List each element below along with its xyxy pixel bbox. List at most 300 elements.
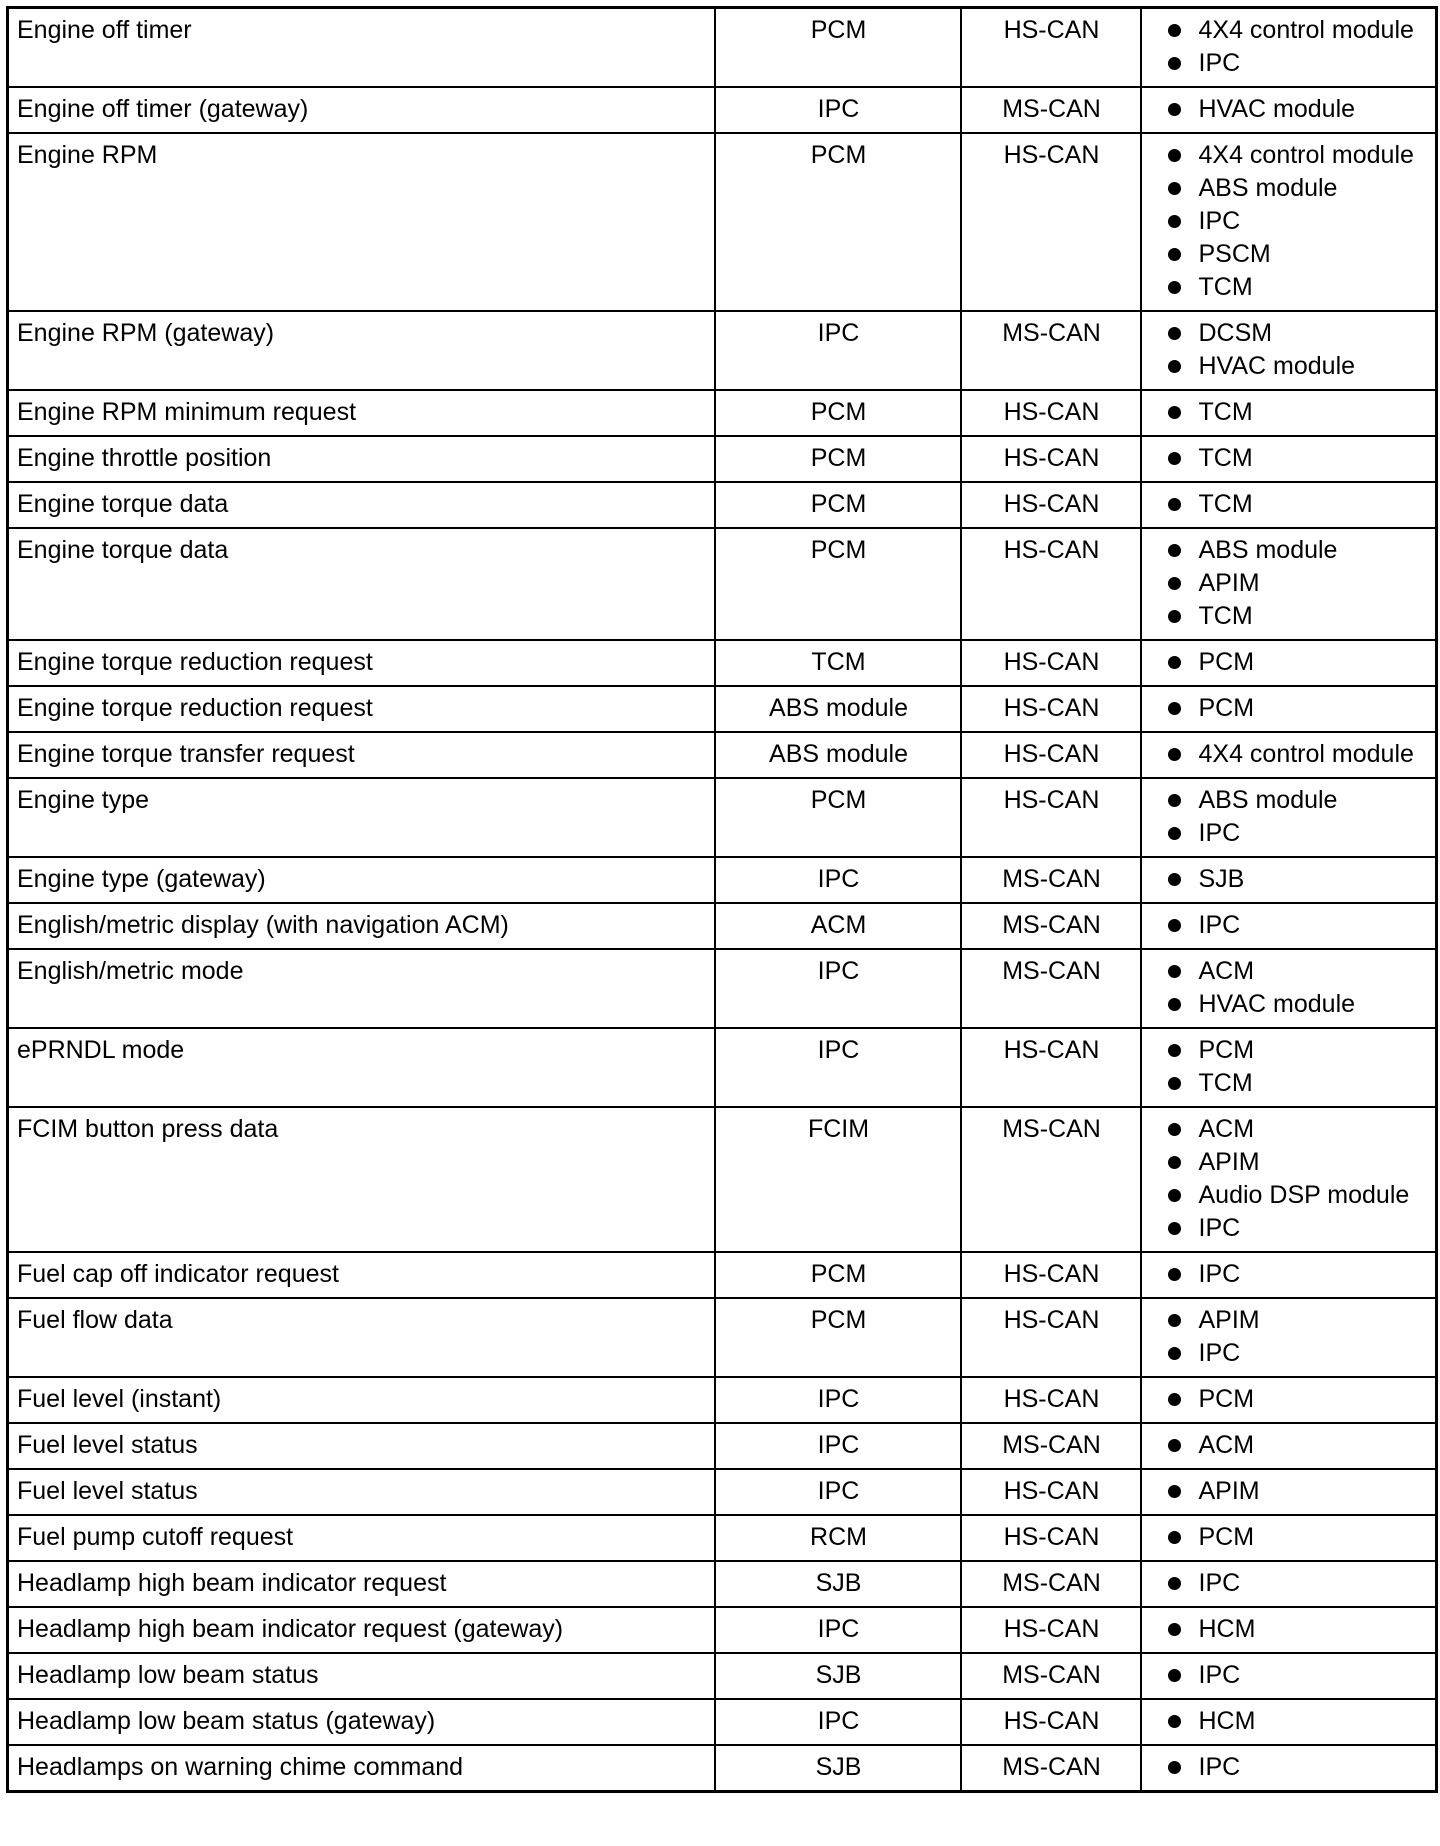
receiver-label: PCM [1198,1385,1255,1413]
receiver-list [1168,1429,1432,1462]
bullet-icon [1168,1189,1181,1202]
message-cell: Engine RPM minimum request [8,390,715,436]
message-cell: Fuel level status [8,1423,715,1469]
receiver-item [1168,1304,1432,1337]
receiver-list [1168,784,1432,850]
receivers-cell [1141,1561,1437,1607]
bullet-icon [1168,406,1181,419]
network-cell: HS-CAN [961,686,1141,732]
bullet-icon [1168,1623,1181,1636]
table-row [8,311,1437,390]
receiver-label: HCM [1198,1707,1256,1735]
message-cell: Engine torque data [8,528,715,640]
table-row [8,1653,1437,1699]
receiver-list [1168,738,1432,771]
receiver-label: DCSM [1198,319,1273,347]
receivers-cell [1141,1107,1437,1252]
receiver-label: TCM [1198,602,1253,630]
message-cell: Headlamp high beam indicator request (gateway) [8,1607,715,1653]
network-cell: MS-CAN [961,857,1141,903]
transmitter-cell: ABS module [715,732,961,778]
transmitter-cell: FCIM [715,1107,961,1252]
message-cell: Fuel cap off indicator request [8,1252,715,1298]
bullet-icon [1168,998,1181,1011]
network-cell: HS-CAN [961,1607,1141,1653]
receiver-label: HCM [1198,1615,1256,1643]
bullet-icon [1168,748,1181,761]
table-row [8,1252,1437,1298]
receiver-label: TCM [1198,490,1253,518]
receivers-cell [1141,1699,1437,1745]
bullet-icon [1168,919,1181,932]
receiver-list [1168,1475,1432,1508]
receiver-item [1168,47,1432,80]
network-cell: HS-CAN [961,436,1141,482]
receiver-item [1168,396,1432,429]
receiver-item [1168,1146,1432,1179]
transmitter-cell: SJB [715,1653,961,1699]
receivers-cell [1141,436,1437,482]
message-cell: Engine throttle position [8,436,715,482]
receiver-item [1168,1475,1432,1508]
bullet-icon [1168,1485,1181,1498]
receiver-list [1168,396,1432,429]
bullet-icon [1168,24,1181,37]
transmitter-cell: RCM [715,1515,961,1561]
bullet-icon [1168,1222,1181,1235]
receiver-list [1168,93,1432,126]
receiver-item [1168,784,1432,817]
receivers-cell [1141,1745,1437,1792]
receiver-item [1168,1212,1432,1245]
message-cell: Fuel flow data [8,1298,715,1377]
receiver-label: 4X4 control module [1198,141,1414,169]
table-row [8,857,1437,903]
table-row [8,8,1437,88]
message-cell: Engine off timer [8,8,715,88]
receiver-item [1168,1567,1432,1600]
receiver-item [1168,317,1432,350]
table-row [8,1028,1437,1107]
receiver-list [1168,955,1432,1021]
bullet-icon [1168,656,1181,669]
bullet-icon [1168,1347,1181,1360]
network-cell: HS-CAN [961,8,1141,88]
receivers-cell [1141,857,1437,903]
transmitter-cell: IPC [715,857,961,903]
receiver-list [1168,1034,1432,1100]
receiver-label: SJB [1198,865,1245,893]
receiver-list [1168,317,1432,383]
receivers-cell [1141,1469,1437,1515]
network-cell: HS-CAN [961,528,1141,640]
message-cell: Engine torque transfer request [8,732,715,778]
receiver-item [1168,1613,1432,1646]
message-cell: English/metric display (with navigation ACM) [8,903,715,949]
transmitter-cell: PCM [715,528,961,640]
bullet-icon [1168,1314,1181,1327]
transmitter-cell: IPC [715,1423,961,1469]
receiver-label: Audio DSP module [1198,1181,1410,1209]
receivers-cell [1141,311,1437,390]
receivers-cell [1141,528,1437,640]
bullet-icon [1168,1393,1181,1406]
transmitter-cell: PCM [715,778,961,857]
receiver-label: APIM [1198,1148,1260,1176]
receivers-cell [1141,482,1437,528]
receivers-cell [1141,1607,1437,1653]
message-cell: Engine RPM (gateway) [8,311,715,390]
table-row [8,133,1437,311]
network-cell: MS-CAN [961,1107,1141,1252]
table-row [8,903,1437,949]
transmitter-cell: IPC [715,1469,961,1515]
receiver-item [1168,817,1432,850]
bullet-icon [1168,248,1181,261]
receiver-item [1168,14,1432,47]
receivers-cell [1141,732,1437,778]
network-cell: HS-CAN [961,1377,1141,1423]
message-table [6,6,1438,1793]
transmitter-cell: PCM [715,1252,961,1298]
network-cell: MS-CAN [961,1561,1141,1607]
message-cell: ePRNDL mode [8,1028,715,1107]
receiver-label: ACM [1198,1431,1255,1459]
table-row [8,686,1437,732]
receiver-item [1168,909,1432,942]
receiver-item [1168,205,1432,238]
receiver-item [1168,350,1432,383]
receiver-item [1168,1067,1432,1100]
transmitter-cell: PCM [715,390,961,436]
bullet-icon [1168,577,1181,590]
receivers-cell [1141,1515,1437,1561]
bullet-icon [1168,827,1181,840]
transmitter-cell: IPC [715,1028,961,1107]
network-cell: HS-CAN [961,390,1141,436]
receiver-list [1168,1567,1432,1600]
bullet-icon [1168,1669,1181,1682]
receivers-cell [1141,390,1437,436]
receiver-label: IPC [1198,49,1241,77]
bullet-icon [1168,215,1181,228]
receiver-item [1168,1337,1432,1370]
bullet-icon [1168,794,1181,807]
receiver-label: IPC [1198,911,1241,939]
bullet-icon [1168,873,1181,886]
message-table-body [8,8,1437,1792]
receiver-list [1168,1659,1432,1692]
message-cell: Engine type (gateway) [8,857,715,903]
receiver-list [1168,1258,1432,1291]
receiver-label: PCM [1198,694,1255,722]
network-cell: HS-CAN [961,1699,1141,1745]
receiver-item [1168,1179,1432,1212]
receiver-item [1168,271,1432,304]
network-cell: HS-CAN [961,1298,1141,1377]
transmitter-cell: IPC [715,949,961,1028]
network-cell: HS-CAN [961,1028,1141,1107]
bullet-icon [1168,1761,1181,1774]
bullet-icon [1168,498,1181,511]
bullet-icon [1168,702,1181,715]
network-message-chart [6,6,1435,1793]
transmitter-cell: PCM [715,436,961,482]
transmitter-cell: PCM [715,1298,961,1377]
bullet-icon [1168,452,1181,465]
receiver-item [1168,238,1432,271]
receiver-item [1168,139,1432,172]
transmitter-cell: IPC [715,87,961,133]
receivers-cell [1141,1298,1437,1377]
receivers-cell [1141,949,1437,1028]
receiver-item [1168,1113,1432,1146]
receivers-cell [1141,1377,1437,1423]
receiver-label: IPC [1198,1339,1241,1367]
network-cell: MS-CAN [961,949,1141,1028]
transmitter-cell: IPC [715,311,961,390]
network-cell: HS-CAN [961,640,1141,686]
table-row [8,778,1437,857]
table-row [8,1469,1437,1515]
receiver-list [1168,863,1432,896]
bullet-icon [1168,360,1181,373]
receivers-cell [1141,686,1437,732]
receivers-cell [1141,8,1437,88]
bullet-icon [1168,281,1181,294]
receiver-item [1168,488,1432,521]
receiver-item [1168,1429,1432,1462]
receiver-list [1168,909,1432,942]
receiver-list [1168,1113,1432,1245]
receivers-cell [1141,1653,1437,1699]
receiver-label: TCM [1198,444,1253,472]
table-row [8,1607,1437,1653]
network-cell: HS-CAN [961,482,1141,528]
table-row [8,1298,1437,1377]
receiver-item [1168,863,1432,896]
bullet-icon [1168,103,1181,116]
receiver-label: IPC [1198,819,1241,847]
receiver-list [1168,534,1432,633]
receiver-label: APIM [1198,1306,1260,1334]
transmitter-cell: TCM [715,640,961,686]
receiver-item [1168,172,1432,205]
network-cell: HS-CAN [961,778,1141,857]
receivers-cell [1141,903,1437,949]
bullet-icon [1168,1531,1181,1544]
receivers-cell [1141,640,1437,686]
receiver-list [1168,692,1432,725]
bullet-icon [1168,610,1181,623]
network-cell: MS-CAN [961,311,1141,390]
receivers-cell [1141,1423,1437,1469]
receiver-list [1168,646,1432,679]
bullet-icon [1168,1439,1181,1452]
receiver-list [1168,442,1432,475]
receiver-list [1168,1521,1432,1554]
table-row [8,1515,1437,1561]
receivers-cell [1141,1028,1437,1107]
receiver-label: 4X4 control module [1198,740,1414,768]
network-cell: HS-CAN [961,1469,1141,1515]
transmitter-cell: SJB [715,1561,961,1607]
bullet-icon [1168,182,1181,195]
receiver-label: IPC [1198,1661,1241,1689]
table-row [8,1699,1437,1745]
receiver-label: ACM [1198,1115,1255,1143]
receiver-label: IPC [1198,1569,1241,1597]
receiver-list [1168,1705,1432,1738]
table-row [8,732,1437,778]
bullet-icon [1168,1715,1181,1728]
message-cell: Headlamps on warning chime command [8,1745,715,1792]
receiver-label: TCM [1198,273,1253,301]
receiver-label: 4X4 control module [1198,16,1414,44]
receiver-item [1168,1705,1432,1738]
receiver-label: IPC [1198,1753,1241,1781]
receiver-list [1168,1751,1432,1784]
message-cell: Headlamp high beam indicator request [8,1561,715,1607]
message-cell: Headlamp low beam status (gateway) [8,1699,715,1745]
transmitter-cell: SJB [715,1745,961,1792]
bullet-icon [1168,1077,1181,1090]
receiver-label: TCM [1198,1069,1253,1097]
table-row [8,1107,1437,1252]
transmitter-cell: PCM [715,8,961,88]
bullet-icon [1168,1268,1181,1281]
transmitter-cell: PCM [715,133,961,311]
receiver-label: PCM [1198,1036,1255,1064]
bullet-icon [1168,1156,1181,1169]
table-row [8,1745,1437,1792]
receiver-item [1168,1258,1432,1291]
receiver-item [1168,534,1432,567]
message-cell: FCIM button press data [8,1107,715,1252]
network-cell: MS-CAN [961,1745,1141,1792]
table-row [8,482,1437,528]
receiver-item [1168,1659,1432,1692]
receiver-label: APIM [1198,1477,1260,1505]
transmitter-cell: IPC [715,1607,961,1653]
receiver-label: PCM [1198,648,1255,676]
message-cell: Engine off timer (gateway) [8,87,715,133]
receiver-item [1168,567,1432,600]
table-row [8,949,1437,1028]
network-cell: MS-CAN [961,903,1141,949]
message-cell: Fuel level status [8,1469,715,1515]
network-cell: HS-CAN [961,732,1141,778]
transmitter-cell: IPC [715,1377,961,1423]
receivers-cell [1141,133,1437,311]
table-row [8,390,1437,436]
bullet-icon [1168,544,1181,557]
receiver-label: APIM [1198,569,1260,597]
receiver-label: IPC [1198,207,1241,235]
transmitter-cell: ACM [715,903,961,949]
bullet-icon [1168,1577,1181,1590]
transmitter-cell: ABS module [715,686,961,732]
message-cell: Engine torque data [8,482,715,528]
receivers-cell [1141,1252,1437,1298]
receiver-label: PSCM [1198,240,1271,268]
receiver-item [1168,1521,1432,1554]
receiver-label: TCM [1198,398,1253,426]
table-row [8,1377,1437,1423]
receiver-item [1168,646,1432,679]
transmitter-cell: PCM [715,482,961,528]
receivers-cell [1141,778,1437,857]
table-row [8,1423,1437,1469]
receiver-list [1168,14,1432,80]
receiver-label: ABS module [1198,786,1338,814]
bullet-icon [1168,1044,1181,1057]
receiver-item [1168,988,1432,1021]
network-cell: MS-CAN [961,87,1141,133]
message-cell: Fuel pump cutoff request [8,1515,715,1561]
message-cell: Engine torque reduction request [8,640,715,686]
receiver-label: IPC [1198,1214,1241,1242]
receiver-label: ABS module [1198,536,1338,564]
receiver-list [1168,488,1432,521]
receiver-item [1168,1383,1432,1416]
bullet-icon [1168,149,1181,162]
table-row [8,436,1437,482]
message-cell: Fuel level (instant) [8,1377,715,1423]
message-cell: English/metric mode [8,949,715,1028]
receiver-label: IPC [1198,1260,1241,1288]
receivers-cell [1141,87,1437,133]
receiver-label: HVAC module [1198,990,1356,1018]
receiver-label: ACM [1198,957,1255,985]
receiver-list [1168,1304,1432,1370]
receiver-label: HVAC module [1198,352,1356,380]
bullet-icon [1168,57,1181,70]
network-cell: HS-CAN [961,1252,1141,1298]
network-cell: HS-CAN [961,133,1141,311]
receiver-list [1168,1383,1432,1416]
receiver-item [1168,93,1432,126]
receiver-item [1168,600,1432,633]
message-cell: Engine torque reduction request [8,686,715,732]
receiver-label: PCM [1198,1523,1255,1551]
receiver-label: ABS module [1198,174,1338,202]
message-cell: Engine RPM [8,133,715,311]
table-row [8,640,1437,686]
bullet-icon [1168,327,1181,340]
message-cell: Headlamp low beam status [8,1653,715,1699]
bullet-icon [1168,965,1181,978]
network-cell: MS-CAN [961,1653,1141,1699]
bullet-icon [1168,1123,1181,1136]
receiver-item [1168,1751,1432,1784]
table-row [8,1561,1437,1607]
receiver-item [1168,1034,1432,1067]
receiver-item [1168,955,1432,988]
table-row [8,528,1437,640]
receiver-list [1168,139,1432,304]
receiver-list [1168,1613,1432,1646]
network-cell: MS-CAN [961,1423,1141,1469]
table-row [8,87,1437,133]
message-cell: Engine type [8,778,715,857]
network-cell: HS-CAN [961,1515,1141,1561]
receiver-item [1168,692,1432,725]
receiver-item [1168,442,1432,475]
receiver-item [1168,738,1432,771]
transmitter-cell: IPC [715,1699,961,1745]
receiver-label: HVAC module [1198,95,1356,123]
